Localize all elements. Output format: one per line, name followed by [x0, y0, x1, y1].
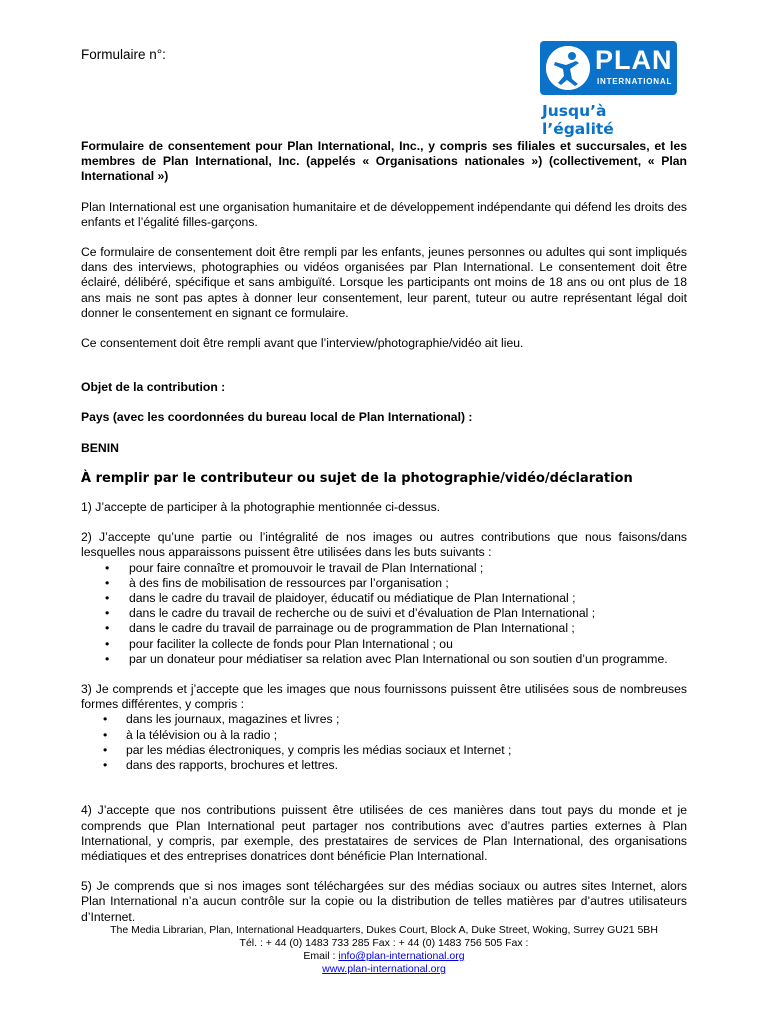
footer-email-line: [60, 950, 708, 963]
footer: [60, 924, 708, 976]
logo-badge: [540, 41, 677, 95]
clause-4: 4) J’accepte que nos contributions puissent être utilisées de ces manières dans tout pays du monde et je comprends que Plan International peut partager nos contributions avec d’autres parties externes à Plan International, y compris, par exemple, des prestataires de services de Plan International, des organisations médiatiques et des entreprises donatrices dont bénéficie Plan International.: [81, 803, 687, 863]
intro-paragraph: Plan International est une organisation humanitaire et de développement indépendante qui défend les droits des enfants et l’égalité filles-garçons.: [81, 199, 687, 229]
list-item: • dans le cadre du travail de plaidoyer, éducatif ou médiatique de Plan International ;: [81, 591, 687, 606]
country-value: BENIN: [81, 440, 119, 455]
clause-2-intro: 2) J’accepte qu’une partie ou l’intégralité de nos images ou autres contributions que nous faisons/dans lesquelles nous apparaissons puissent être utilisées dans les buts suivants :: [81, 530, 687, 560]
logo-subtext: INTERNATIONAL: [597, 77, 673, 86]
document-body: [81, 139, 687, 925]
list-item: • dans le cadre du travail de recherche ou de suivi et d’évaluation de Plan International ;: [81, 606, 687, 621]
tagline: Jusqu’à l’égalité: [542, 102, 614, 138]
logo-figure-icon: [546, 46, 590, 90]
logo-name: PLAN: [595, 45, 673, 75]
form-number-label: Formulaire n°:: [81, 47, 166, 62]
list-item: • pour faciliter la collecte de fonds pour Plan International ; ou: [81, 637, 687, 652]
list-item: • à des fins de mobilisation de ressources par l’organisation ;: [81, 576, 687, 591]
pays-label: Pays (avec les coordonnées du bureau local de Plan International) :: [81, 410, 473, 425]
clause-3-list: [81, 712, 687, 773]
document-title: Formulaire de consentement pour Plan International, Inc., y compris ses filiales et succursales, et les membres de Plan International, Inc. (appelés « Organisations nationales ») (collectivement, « Plan International »): [81, 139, 687, 184]
list-item: • dans le cadre du travail de parrainage ou de programmation de Plan International ;: [81, 621, 687, 636]
footer-address: The Media Librarian, Plan, International Headquarters, Dukes Court, Block A, Duke Street, Woking, Surrey GU21 5BH: [110, 924, 658, 936]
clause-3-intro: 3) Je comprends et j’accepte que les images que nous fournissons puissent être utilisées sous de nombreuses formes différentes, y compris :: [81, 682, 687, 712]
list-item: • pour faire connaître et promouvoir le travail de Plan International ;: [81, 561, 687, 576]
website-link[interactable]: www.plan-international.org: [322, 963, 446, 975]
clause-2-list: [81, 561, 687, 667]
consent-scope-paragraph: Ce formulaire de consentement doit être rempli par les enfants, jeunes personnes ou adultes qui sont impliqués dans des interviews, photographies ou vidéos organisées par Plan International. Le consentement doit être éclairé, délibéré, spécifique et sans ambiguïté. Lorsque les participants ont moins de 18 ans ou ont plus de 18 ans mais ne sont pas aptes à donner leur consentement, leur parent, tuteur ou autre représentant légal doit donner le consentement en signant ce formulaire.: [81, 245, 687, 320]
email-link[interactable]: info@plan-international.org: [338, 950, 465, 962]
timing-paragraph: Ce consentement doit être rempli avant que l’interview/photographie/vidéo ait lieu.: [81, 336, 524, 351]
clause-1: 1) J’accepte de participer à la photographie mentionnée ci-dessus.: [81, 500, 441, 515]
plan-logo: [540, 41, 680, 138]
section-heading: À remplir par le contributeur ou sujet de la photographie/vidéo/déclaration: [81, 470, 633, 486]
list-item: • par un donateur pour médiatiser sa relation avec Plan International ou son soutien d’un programme.: [81, 652, 687, 667]
list-item: • par les médias électroniques, y compris les médias sociaux et Internet ;: [81, 743, 687, 758]
objet-label: Objet de la contribution :: [81, 380, 226, 395]
clause-5: 5) Je comprends que si nos images sont téléchargées sur des médias sociaux ou autres sites Internet, alors Plan International n’a aucun contrôle sur la copie ou la distribution de telles matières par d’autres utilisateurs d’Internet.: [81, 879, 687, 924]
list-item: • dans des rapports, brochures et lettres.: [81, 758, 687, 773]
list-item: • dans les journaux, magazines et livres ;: [81, 712, 687, 727]
list-item: • à la télévision ou à la radio ;: [81, 728, 687, 743]
footer-email-label: Email :: [303, 950, 339, 962]
footer-phone: Tél. : + 44 (0) 1483 733 285 Fax : + 44 (0) 1483 756 505 Fax :: [239, 937, 529, 949]
footer-website-line: [60, 963, 708, 976]
